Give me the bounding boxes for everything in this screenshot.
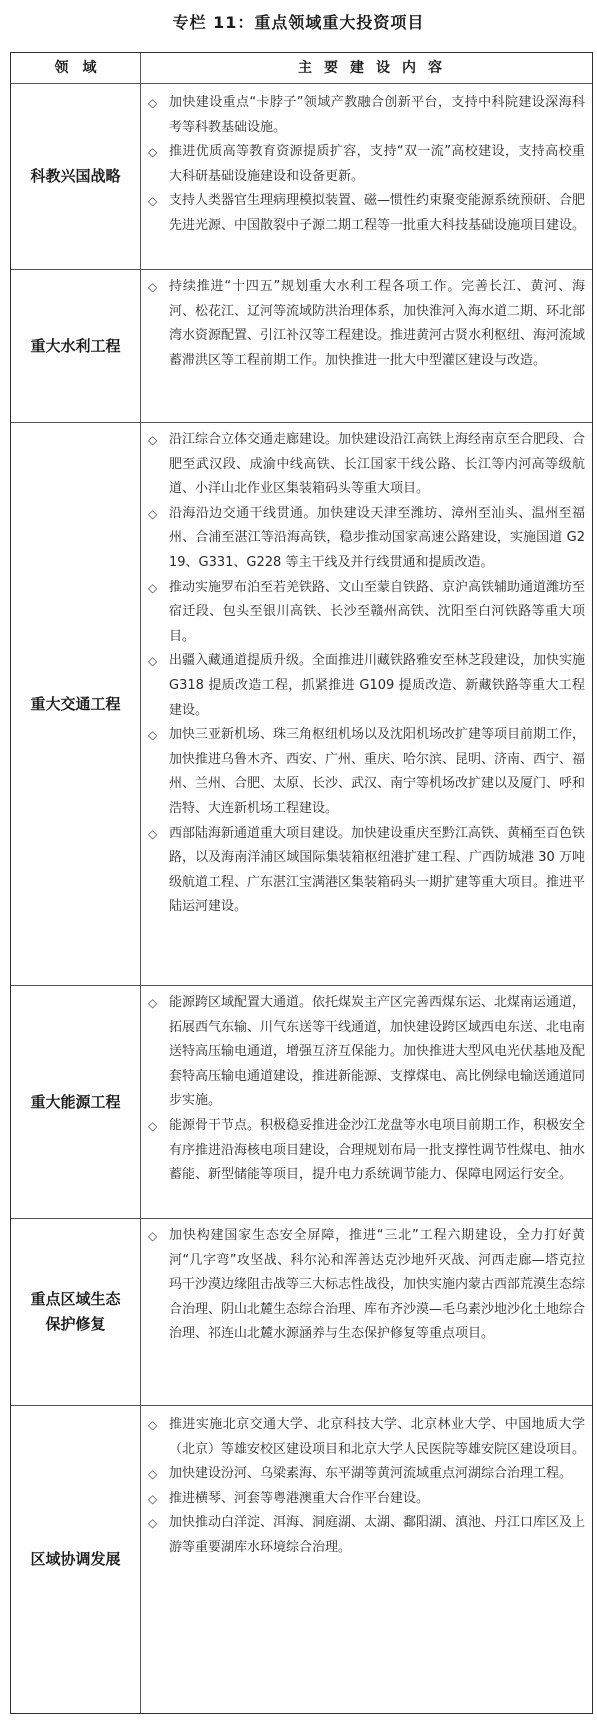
- list-item: ◇ 支持人类器官生理病理模拟装置、磁—惯性约束聚变能源系统预研、合肥先进光源、中国散裂中子源二期工程等一批重大科技基础设施项目建设。: [145, 189, 585, 238]
- bullet-icon: ◇: [148, 826, 158, 841]
- row-domain-water-conservancy: 重大水利工程: [30, 336, 121, 355]
- list-item: ◇ 持续推进“十四五”规划重大水利工程各项工作。完善长江、黄河、海河、松花江、辽河等流域防洪治理体系，加快淮河入海水道二期、环北部湾水资源配置、引江补汉等工程建设。推进黄河古贤水利枢纽、海河流域蓄滞洪区等工程前期工作。加快推进一批大中型灌区建设与改造。: [145, 275, 585, 373]
- bullet-icon: ◇: [148, 506, 158, 521]
- bullet-icon: ◇: [148, 96, 158, 110]
- bullet-icon: ◇: [148, 433, 158, 447]
- row-domain-regional: 区域协调发展: [30, 1550, 121, 1568]
- row-domain-transport: 重大交通工程: [30, 694, 121, 713]
- list-item: ◇ 沿海沿边交通干线贯通。加快建设天津至潍坊、漳州至汕头、温州至福州、合浦至湛江等沿海高铁，稳步推动国家高速公路建设，实施国道 G219、G331、G228 等主干线及并行线贯通和提质改造。: [145, 502, 585, 576]
- bullet-icon: ◇: [148, 728, 158, 743]
- bullet-icon: ◇: [148, 654, 158, 669]
- bullet-icon: ◇: [148, 580, 158, 595]
- list-item: ◇ 出疆入藏通道提质升级。全面推进川藏铁路雅安至林芝段建设，加快实施 G318 提质改造工程，抓紧推进 G109 提质改造、新藏铁路等重大工程建设。: [145, 649, 585, 723]
- row-domain-energy: 重大能源工程: [30, 1092, 121, 1111]
- bullet-icon: ◇: [148, 280, 158, 294]
- list-item: ◇ 加快建设重点“卡脖子”领域产教融合创新平台，支持中科院建设深海科考等科教基础设施。: [145, 91, 585, 140]
- row-domain-ecology: 重点区域生态保护修复: [30, 1290, 121, 1333]
- bullet-icon: ◇: [148, 1491, 158, 1506]
- list-item: ◇ 加快三亚新机场、珠三角枢纽机场以及沈阳机场改扩建等项目前期工作，加快推进乌鲁木齐、西安、广州、重庆、哈尔滨、昆明、济南、西宁、福州、兰州、合肥、太原、长沙、武汉、南宁等机场改扩建以及厦门、呼和浩特、大连新机场工程建设。: [145, 723, 585, 821]
- page-title: 专栏 11：重点领域重大投资项目: [172, 13, 425, 32]
- row-items-ecology: [145, 1224, 585, 1347]
- list-item: ◇ 加快构建国家生态安全屏障，推进“三北”工程六期建设，全力打好黄河“几字弯”攻坚战、科尔沁和浑善达克沙地歼灭战、河西走廊—塔克拉玛干沙漠边缘阻击战等三大标志性战役，加快实施内蒙古西部荒漠生态综合治理、阴山北麓生态综合治理、库布齐沙漠—毛乌素沙地沙化土地综合治理、祁连山北麓水源涵养与生态保护修复等重点项目。: [145, 1224, 585, 1347]
- bullet-icon: ◇: [148, 145, 158, 160]
- list-item: ◇ 沿江综合立体交通走廊建设。加快建设沿江高铁上海经南京至合肥段、合肥至武汉段、成渝中线高铁、长江国家干线公路、长江等内河高等级航道、小洋山北作业区集装箱码头等重大项目。: [145, 428, 585, 502]
- bullet-icon: ◇: [148, 996, 158, 1010]
- header-content: 主要建设内容: [298, 60, 454, 76]
- list-item: ◇ 能源骨干节点。积极稳妥推进金沙江龙盘等水电项目前期工作，积极安全有序推进沿海核电项目建设，合理规划布局一批支撑性调节性煤电、抽水蓄能、新型储能等项目，提升电力系统调节能力、保障电网运行安全。: [145, 1114, 585, 1188]
- bullet-icon: ◇: [148, 1516, 158, 1531]
- list-item: ◇ 西部陆海新通道重大项目建设。加快建设重庆至黔江高铁、黄桶至百色铁路，以及海南洋浦区域国际集装箱枢纽港扩建工程、广西防城港 30 万吨级航道工程、广东湛江宝满港区集装箱码头一期扩建等重大项目。推进平陆运河建设。: [145, 822, 585, 920]
- row-items-transport: [145, 428, 585, 920]
- list-item: ◇ 推进优质高等教育资源提质扩容，支持“双一流”高校建设，支持高校重大科研基础设施建设和设备更新。: [145, 140, 585, 189]
- list-item: ◇ 加快推动白洋淀、洱海、洞庭湖、太湖、鄱阳湖、滇池、丹江口库区及上游等重要湖库水环境综合治理。: [145, 1511, 585, 1560]
- bullet-icon: ◇: [148, 1467, 158, 1482]
- bullet-icon: ◇: [148, 1229, 158, 1243]
- list-item: ◇ 推进实施北京交通大学、北京科技大学、北京林业大学、中国地质大学（北京）等雄安校区建设项目和北京大学人民医院等雄安院区建设项目。: [145, 1413, 585, 1462]
- list-item: ◇ 加快建设汾河、乌梁素海、东平湖等黄河流域重点河湖综合治理工程。: [145, 1462, 585, 1487]
- row-items-regional: [145, 1413, 585, 1561]
- row-items-energy: [145, 991, 585, 1188]
- list-item: ◇ 能源跨区域配置大通道。依托煤炭主产区完善西煤东运、北煤南运通道，拓展西气东输、川气东送等干线通道，加快建设跨区域西电东送、北电南送特高压输电通道，增强互济互保能力。加快推进大型风电光伏基地及配套特高压输电通道建设，推进新能源、支撑煤电、高比例绿电输送通道同步实施。: [145, 991, 585, 1114]
- investment-table: [10, 52, 593, 1714]
- row-items-water-conservancy: [145, 275, 585, 373]
- bullet-icon: ◇: [148, 1418, 158, 1432]
- row-items-science-education: [145, 91, 585, 239]
- bullet-icon: ◇: [148, 1118, 158, 1133]
- list-item: ◇ 推进横琴、河套等粤港澳重大合作平台建设。: [145, 1487, 585, 1512]
- list-item: ◇ 推动实施罗布泊至若羌铁路、文山至蒙自铁路、京沪高铁辅助通道潍坊至宿迁段、包头至银川高铁、长沙至赣州高铁、沈阳至白河铁路等重大项目。: [145, 576, 585, 650]
- column-divider: [140, 53, 141, 1713]
- bullet-icon: ◇: [148, 194, 158, 209]
- header-domain: 领域: [54, 60, 111, 76]
- row-domain-science-education: 科教兴国战略: [30, 167, 121, 185]
